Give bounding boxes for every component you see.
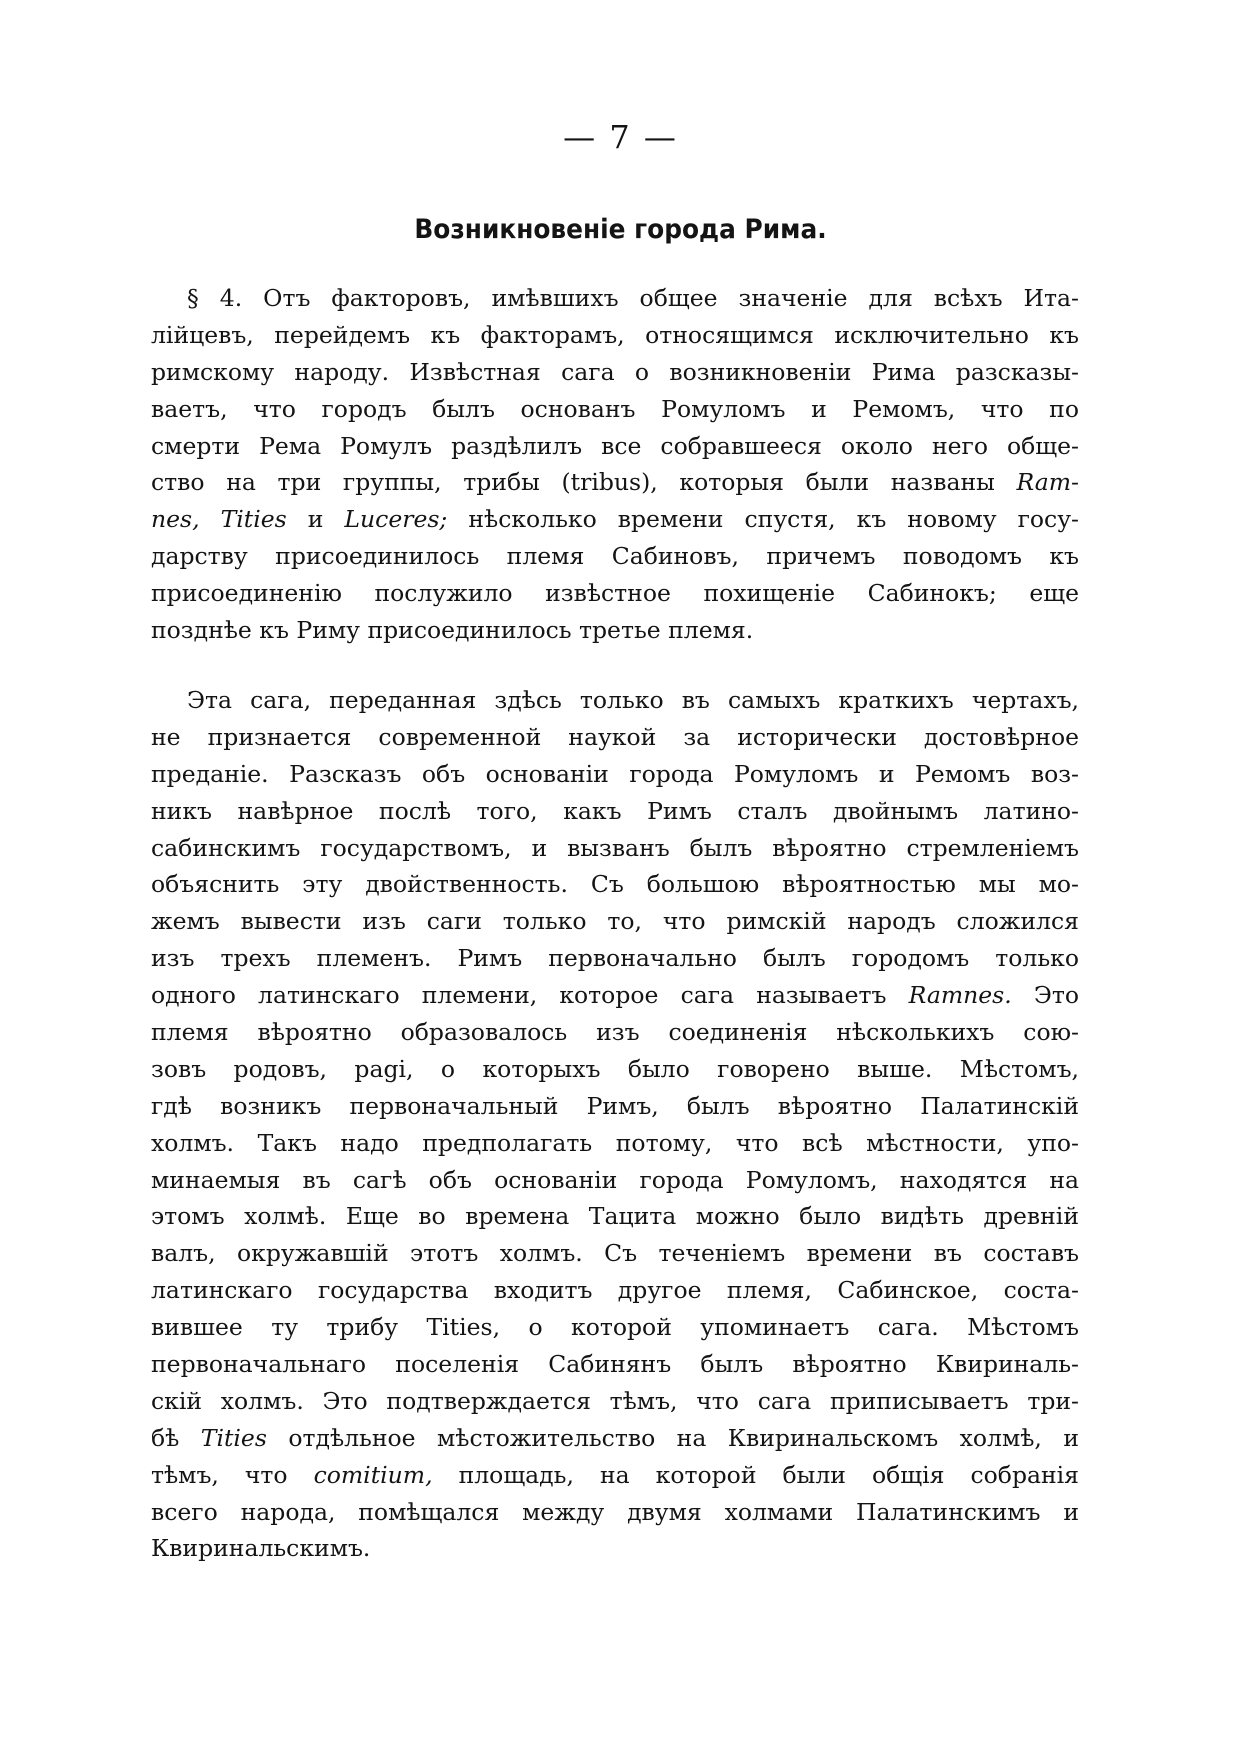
page-number: — 7 — bbox=[563, 118, 678, 156]
text-line: римскому народу. Извѣстная сага о возникновеніи Рима разсказы- bbox=[151, 357, 1079, 386]
text-line: nes, Tities и Luceres; нѣсколько времени спустя, къ новому госу- bbox=[151, 505, 1079, 534]
text-line: преданіе. Разсказъ объ основаніи города Ромуломъ и Ремомъ воз- bbox=[151, 759, 1079, 788]
paragraph-2 bbox=[151, 682, 1079, 1567]
text-line: объяснить эту двойственность. Съ большою вѣроятностью мы мо- bbox=[151, 870, 1079, 899]
text-line: всего народа, помѣщался между двумя холмами Палатинскимъ и bbox=[151, 1497, 1079, 1526]
text-line: § 4. Отъ факторовъ, имѣвшихъ общее значеніе для всѣхъ Ита- bbox=[187, 284, 1079, 312]
text-line: латинскаго государства входитъ другое племя, Сабинское, соста- bbox=[151, 1276, 1079, 1305]
text-line: бѣ Tities отдѣльное мѣстожительство на Квиринальскомъ холмѣ, и bbox=[151, 1423, 1079, 1452]
text-line: одного латинскаго племени, которое сага называетъ Ramnes. Это bbox=[151, 981, 1079, 1010]
text-line: зовъ родовъ, pagi, о которыхъ было говорено выше. Мѣстомъ, bbox=[151, 1054, 1079, 1083]
text-line: этомъ холмѣ. Еще во времена Тацита можно было видѣть древній bbox=[151, 1202, 1079, 1231]
text-line: Эта сага, переданная здѣсь только въ самыхъ краткихъ чертахъ, bbox=[187, 686, 1079, 714]
text-line: присоединенію послужило извѣстное похищеніе Сабинокъ; еще bbox=[151, 579, 1079, 608]
text-line: дарству присоединилось племя Сабиновъ, причемъ поводомъ къ bbox=[151, 542, 1079, 571]
text-line: племя вѣроятно образовалось изъ соединенія нѣсколькихъ сою- bbox=[151, 1018, 1079, 1047]
text-line: вившее ту трибу Tities, о которой упоминаетъ сага. Мѣстомъ bbox=[151, 1313, 1079, 1342]
text-line: тѣмъ, что comitium, площадь, на которой были общія собранія bbox=[151, 1460, 1079, 1489]
text-line: никъ навѣрное послѣ того, какъ Римъ сталъ двойнымъ латино- bbox=[151, 796, 1079, 825]
text-line: Квиринальскимъ. bbox=[151, 1534, 371, 1563]
chapter-title: Возникновеніе города Рима. bbox=[414, 214, 827, 245]
text-line: ваетъ, что городъ былъ основанъ Ромуломъ и Ремомъ, что по bbox=[151, 394, 1079, 423]
text-line: ство на три группы, трибы (tribus), которыя были названы Ram- bbox=[151, 468, 1079, 497]
text-line: минаемыя въ сагѣ объ основаніи города Ромуломъ, находятся на bbox=[151, 1165, 1079, 1194]
text-line: гдѣ возникъ первоначальный Римъ, былъ вѣроятно Палатинскій bbox=[151, 1091, 1079, 1120]
text-line: жемъ вывести изъ саги только то, что римскій народъ сложился bbox=[151, 907, 1079, 936]
text-line: первоначальнаго поселенія Сабинянъ былъ вѣроятно Квириналь- bbox=[151, 1350, 1079, 1379]
text-line: изъ трехъ племенъ. Римъ первоначально былъ городомъ только bbox=[151, 944, 1079, 973]
text-line: скій холмъ. Это подтверждается тѣмъ, что сага приписываетъ три- bbox=[151, 1386, 1079, 1415]
text-line: лійцевъ, перейдемъ къ факторамъ, относящимся исключительно къ bbox=[151, 320, 1079, 349]
text-line: позднѣе къ Риму присоединилось третье племя. bbox=[151, 616, 754, 645]
text-line: смерти Рема Ромулъ раздѣлилъ все собравшееся около него обще- bbox=[151, 431, 1079, 460]
text-line: валъ, окружавшій этотъ холмъ. Съ теченіемъ времени въ составъ bbox=[151, 1239, 1079, 1268]
text-line: не признается современной наукой за исторически достовѣрное bbox=[151, 722, 1079, 751]
text-line: холмъ. Такъ надо предполагать потому, что всѣ мѣстности, упо- bbox=[151, 1128, 1079, 1157]
text-line: сабинскимъ государствомъ, и вызванъ былъ вѣроятно стремленіемъ bbox=[151, 833, 1079, 862]
paragraph-1 bbox=[151, 280, 1079, 649]
